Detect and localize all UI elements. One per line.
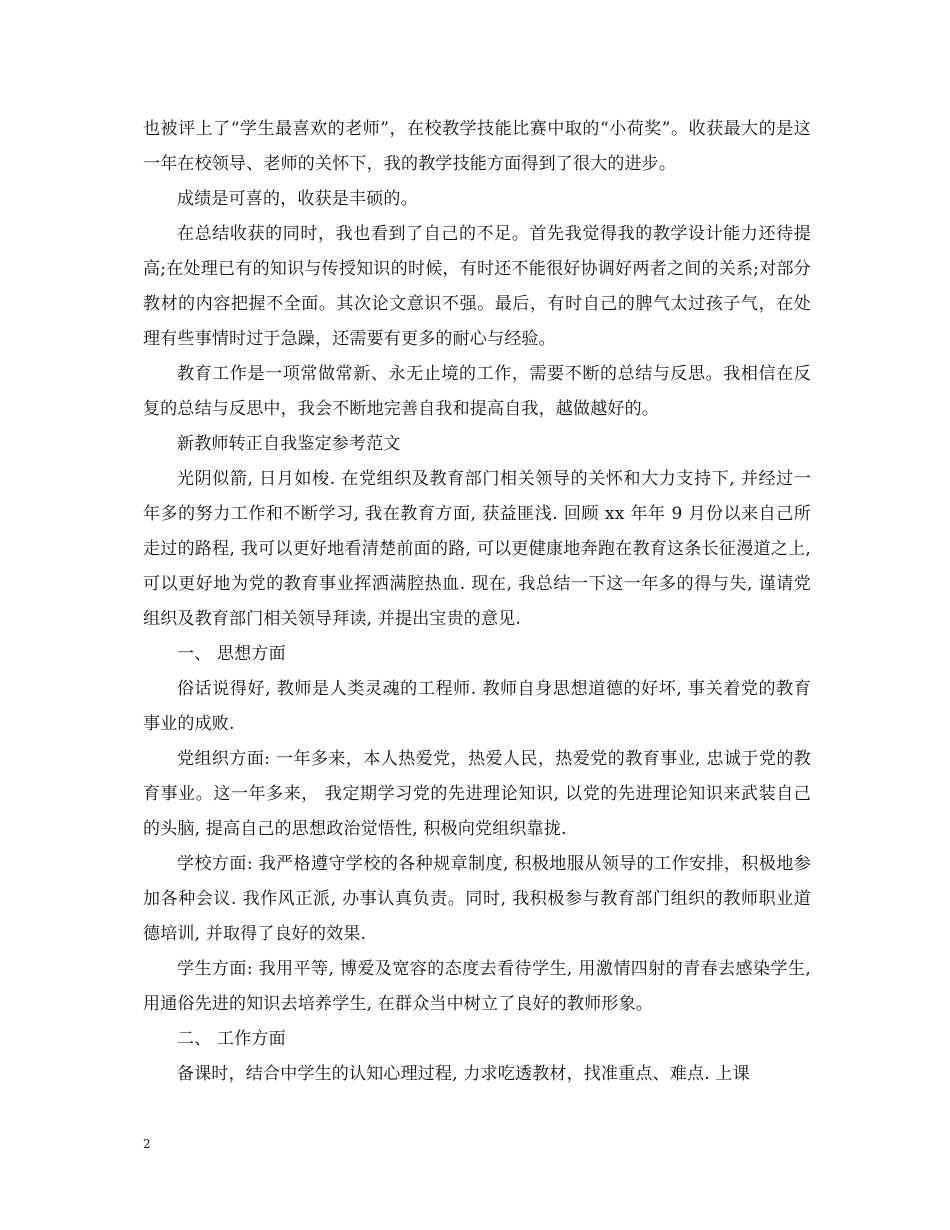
paragraph-10: 学校方面: 我严格遵守学校的各种规章制度, 积极地服从领导的工作安排，积极地参加各种会议. 我作风正派, 办事认真负责。同时, 我积极参与教育部门组织的教师职业道德培训, 并取得了良好的效果. bbox=[143, 854, 811, 944]
paragraph-2: 成绩是可喜的，收获是丰硕的。 bbox=[177, 189, 418, 209]
paragraph-3: 在总结收获的同时，我也看到了自己的不足。首先我觉得我的教学设计能力还待提高;在处理已有的知识与传授知识的时候，有时还不能很好协调好两者之间的关系;对部分教材的内容把握不全面。其次论文意识不强。最后，有时自己的脾气太过孩子气，在处理有些事情时过于急躁，还需要有更多的耐心与经验。 bbox=[143, 224, 811, 349]
heading-thought: 一、 思想方面 bbox=[177, 644, 286, 664]
paragraph-11: 学生方面: 我用平等, 博爱及宽容的态度去看待学生, 用激情四射的青春去感染学生, 用通俗先进的知识去培养学生, 在群众当中树立了良好的教师形象。 bbox=[143, 959, 811, 1014]
paragraph-6: 光阴似箭, 日月如梭. 在党组织及教育部门相关领导的关怀和大力支持下, 并经过一年多的努力工作和不断学习, 我在教育方面, 获益匪浅. 回顾 xx 年年 9 月份以来自己所走过的路程, 我可以更好地看清楚前面的路, 可以更健康地奔跑在教育这条长征漫道之上, 可以更好地为党的教育事业挥洒满腔热血. 现在, 我总结一下这一年多的得与失, 谨请党组织及教育部门相关领导拜读, 并提出宝贵的意见. bbox=[143, 469, 811, 629]
page-number: 2 bbox=[143, 1137, 151, 1151]
paragraph-8: 俗话说得好, 教师是人类灵魂的工程师. 教师自身思想道德的好坏, 事关着党的教育事业的成败. bbox=[143, 679, 811, 734]
paragraph-9: 党组织方面: 一年多来，本人热爱党，热爱人民，热爱党的教育事业, 忠诚于党的教育事业。这一年多来， 我定期学习党的先进理论知识, 以党的先进理论知识来武装自己的头脑, 提高自己的思想政治觉悟性, 积极向党组织靠拢. bbox=[143, 749, 811, 839]
paragraph-4: 教育工作是一项常做常新、永无止境的工作，需要不断的总结与反思。我相信在反复的总结与反思中，我会不断地完善自我和提高自我，越做越好的。 bbox=[143, 364, 811, 419]
heading-work: 二、 工作方面 bbox=[177, 1029, 286, 1049]
body-text bbox=[143, 112, 811, 1092]
paragraph-13: 备课时，结合中学生的认知心理过程, 力求吃透教材，找准重点、难点. 上课 bbox=[177, 1064, 750, 1084]
paragraph-1: 也被评上了“学生最喜欢的老师”，在校教学技能比赛中取的“小荷奖”。收获最大的是这一年在校领导、老师的关怀下，我的教学技能方面得到了很大的进步。 bbox=[143, 119, 811, 174]
section-title: 新教师转正自我鉴定参考范文 bbox=[177, 434, 401, 454]
